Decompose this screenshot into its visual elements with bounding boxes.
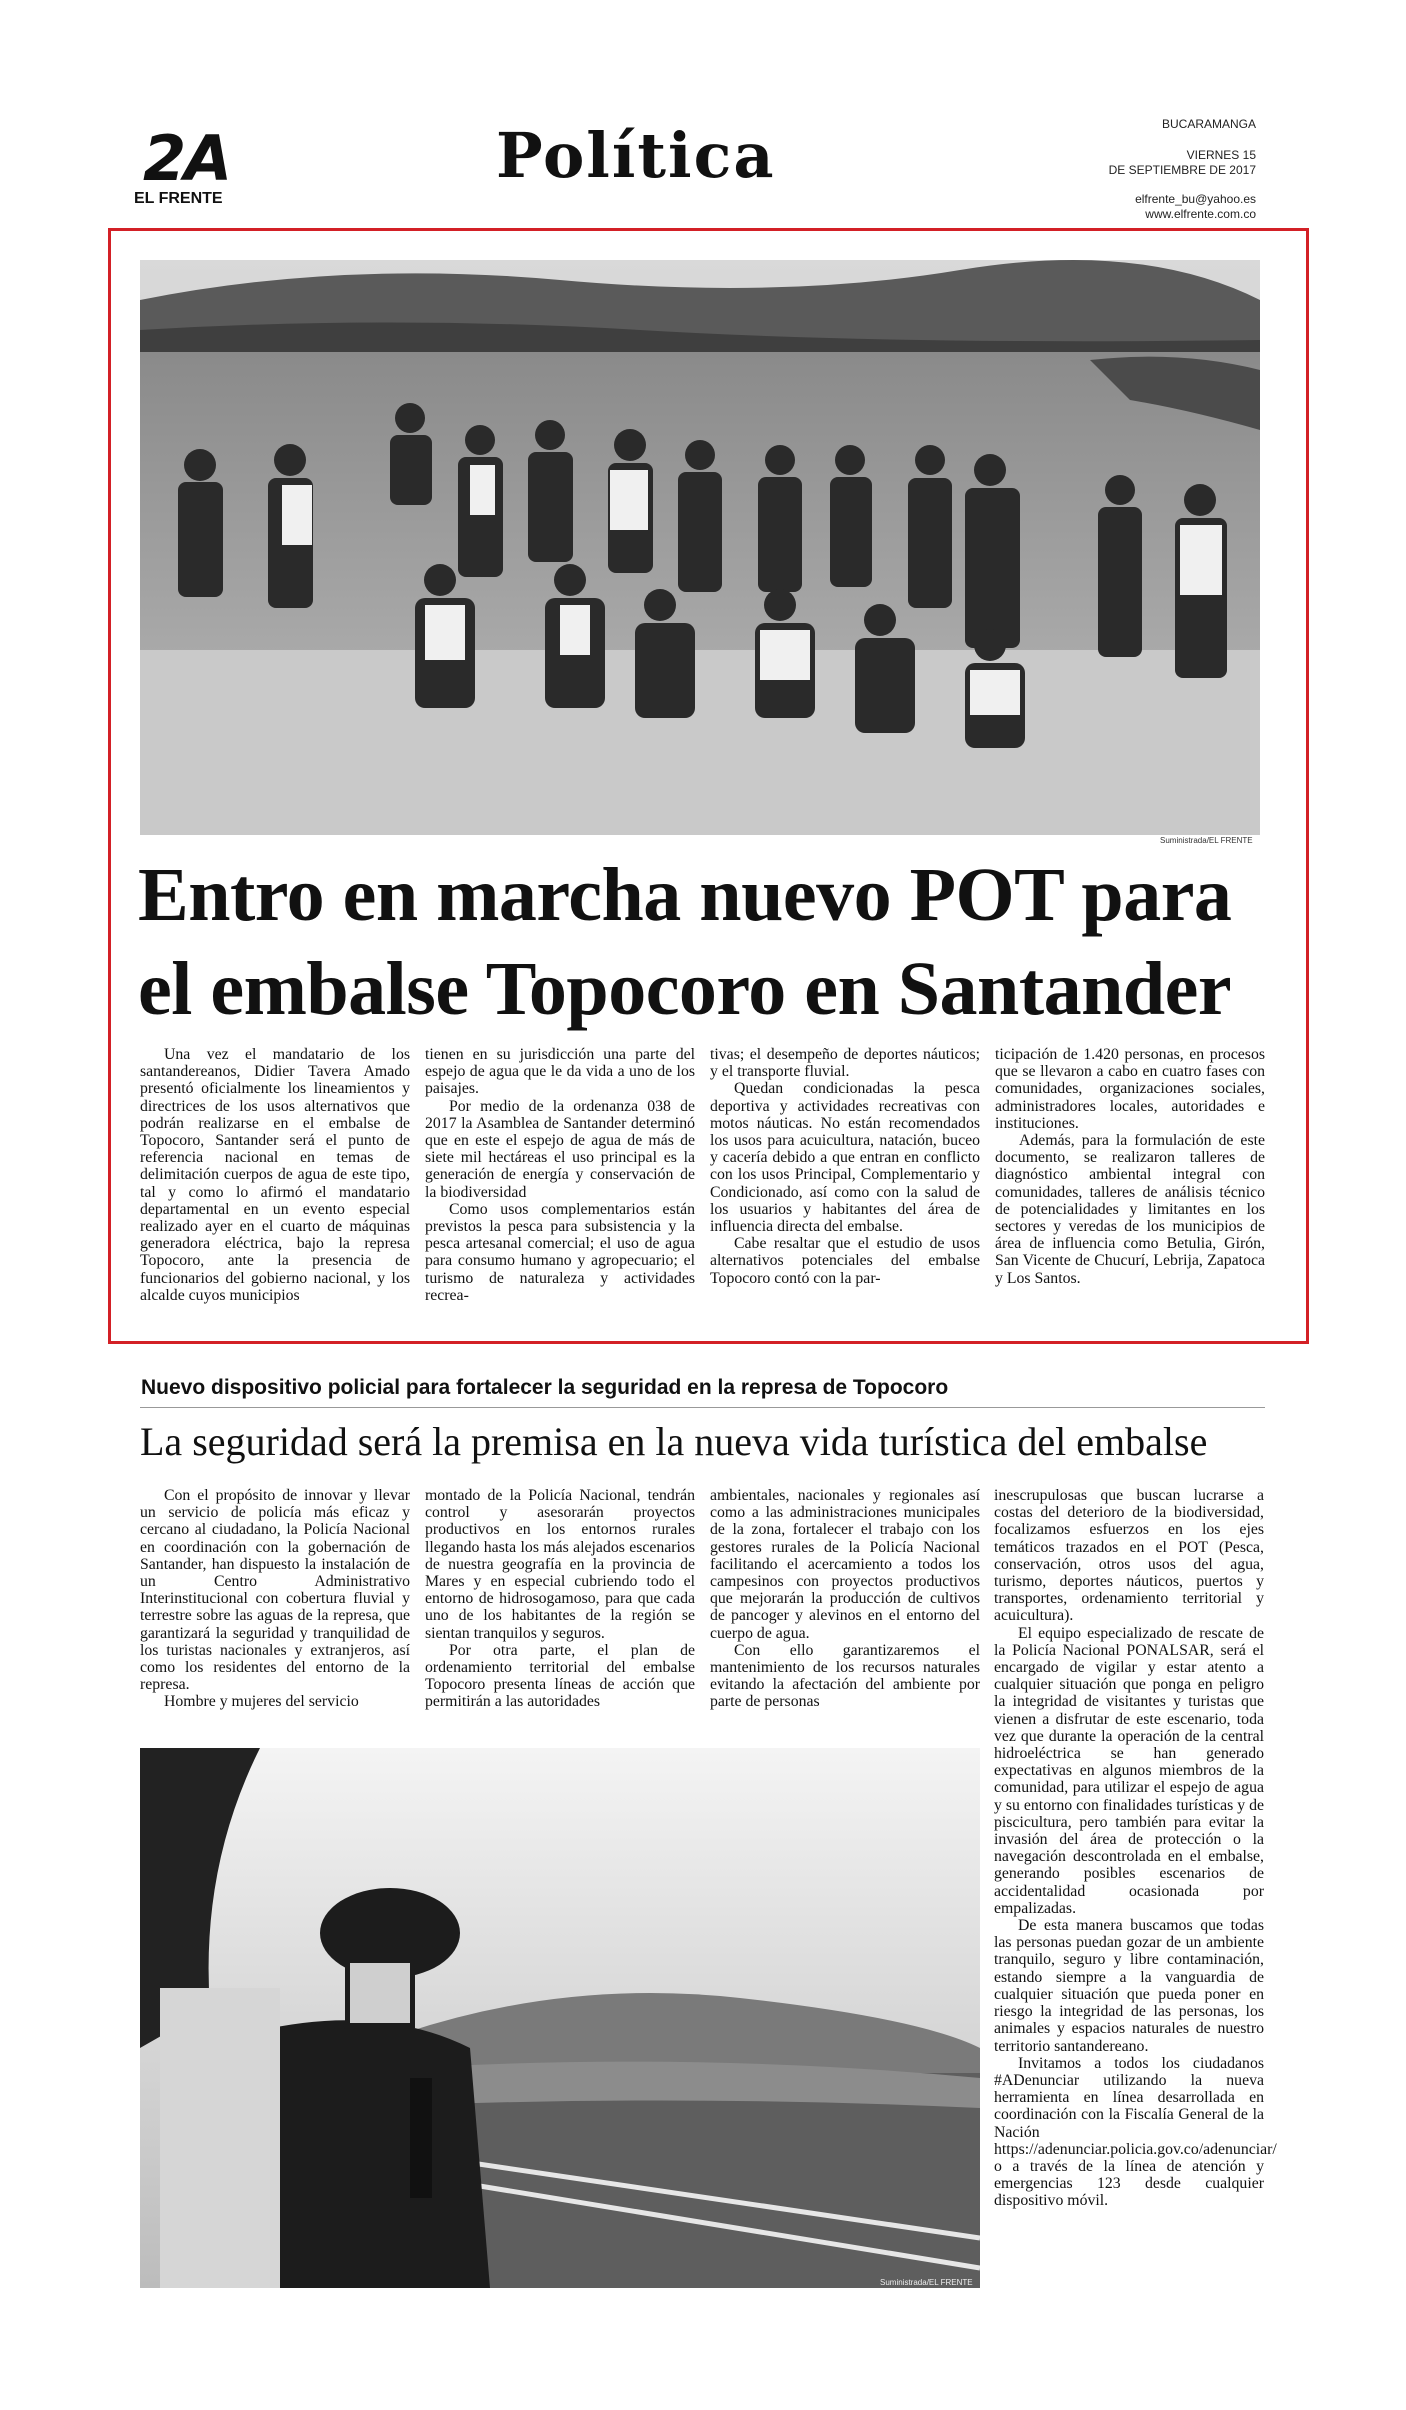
photo-credit: Suministrada/EL FRENTE — [880, 2278, 973, 2287]
paragraph: Cabe resaltar que el estudio de usos alternativos potenciales del embalse Topocoro contó con la par- — [710, 1235, 980, 1287]
police-officer-photo — [140, 1748, 980, 2288]
paragraph: De esta manera buscamos que todas las personas puedan gozar de un ambiente tranquilo, seguro y libre contaminación, estando siempre a la vanguardia de cualquier situación que pueda poner en riesgo la integridad de las personas, los animales y espacios naturales de nuestro territorio santandereano. — [994, 1917, 1264, 2055]
story-column-1 — [140, 1487, 410, 1741]
dateline-city: BUCARAMANGA — [1161, 117, 1256, 131]
dateline-date: DE SEPTIEMBRE DE 2017 — [1108, 163, 1256, 177]
paragraph: tienen en su jurisdicción una parte del espejo de agua que le da vida a uno de los paisajes. — [425, 1046, 695, 1098]
contact-email: elfrente_bu@yahoo.es — [1135, 192, 1256, 206]
story-column-2 — [425, 1487, 695, 1741]
paragraph: Con el propósito de innovar y llevar un servicio de policía más eficaz y cercano al ciudadano, la Policía Nacional en coordinación con la gobernación de Santander, han dispuesto la instalación de un Centro Administrativo Interinstitucional con cobertura fluvial y terrestre sobre las aguas de la represa, que garantizará la seguridad y tranquilidad de los turistas nacionales y extranjeros, así como los residentes del entorno de la represa. — [140, 1487, 410, 1694]
paragraph: ambientales, nacionales y regionales así como a las administraciones municipales de la zona, fortalecer el trabajo con los gestores rurales de la Policía Nacional facilitando el acercamiento a todos los campesinos con proyectos productivos que mejorarán la producción de cultivos de pancoger y alevinos en el entorno del cuerpo de agua. — [710, 1487, 980, 1642]
lead-column-2 — [425, 1046, 695, 1336]
lead-headline — [138, 848, 1268, 1036]
page-number: 2A — [143, 122, 231, 195]
story-column-4-wrap — [994, 1487, 1277, 2287]
paragraph: inescrupulosas que buscan lucrarse a costas del deterioro de la biodiversidad, focalizamos esfuerzos en los ejes temáticos trazados en el POT (Pesca, conservación, otros usos del agua, turismo, deportes náuticos, puertos y transportes, ordenamiento territorial y acuicultura). — [994, 1487, 1264, 1625]
story-kicker: Nuevo dispositivo policial para fortalecer la seguridad en la represa de Topocoro — [141, 1376, 949, 1399]
paragraph: Quedan condicionadas la pesca deportiva y actividades recreativas con motos náuticas. No están recomendados los usos para acuicultura, natación, buceo y cacería debido a que entran en conflicto con los usos Principal, Complementario y Condicionado, así como con la salud de los usuarios y habitantes del área de influencia directa del embalse. — [710, 1080, 980, 1236]
paragraph: ticipación de 1.420 personas, en procesos que se llevaron a cabo en cuatro fases con comunidades, organizaciones sociales, administradores locales, autoridades e instituciones. — [995, 1046, 1265, 1132]
lead-story-body — [140, 1046, 1265, 1336]
newspaper-brand: EL FRENTE — [134, 190, 223, 207]
paragraph: Hombre y mujeres del servicio — [164, 1693, 359, 1711]
story-headline: La seguridad será la premisa en la nueva vida turística del embalse — [140, 1419, 1208, 1464]
paragraph: El equipo especializado de rescate de la Policía Nacional PONALSAR, será el encargado de vigilar y estar atento a cualquier situación que ponga en peligro la integridad de visitantes y turistas que vienen a disfrutar de este escenario, toda vez que durante la operación de la central hidroeléctrica se han generado expectativas en algunos miembros de la comunidad, para utilizar el espejo de agua y su entorno con finalidades turísticas y de piscicultura, pero también para evitar la invasión del área de protección o la navegación descontrolada en el embalse, generando posibles escenarios de accidentalidad ocasionada por empalizadas. — [994, 1624, 1264, 1917]
paragraph: tivas; el desempeño de deportes náuticos; y el transporte fluvial. — [710, 1046, 980, 1081]
paragraph: montado de la Policía Nacional, tendrán control y asesorarán proyectos productivos en los entornos rurales llegando hasta los más alejados escenarios de nuestra geografía en la provincia de Mares y en especial cubriendo todo el entorno de hidrosogamoso, para que cada uno de los habitantes de la región se sientan tranquilos y seguros. — [425, 1487, 695, 1642]
website-link: www.elfrente.com.co — [1145, 207, 1256, 221]
story-body-top — [140, 1487, 980, 1741]
lead-column-3 — [710, 1046, 980, 1336]
paragraph: Además, para la formulación de este documento, se realizaron talleres de diagnóstico ambiental integral con comunidades, talleres de análisis técnico de potencialidades y limitantes en los sectores y veredas de los municipios de área de influencia como Betulia, Girón, San Vicente de Chucurí, Lebrija, Zapatoca y Los Santos. — [995, 1132, 1265, 1287]
paragraph: Con ello garantizaremos el mantenimiento de los recursos naturales evitando la afectación del ambiente por parte de personas — [710, 1641, 980, 1711]
story-column-3 — [710, 1487, 980, 1741]
dateline-day: VIERNES 15 — [1186, 148, 1256, 162]
paragraph: Por medio de la ordenanza 038 de 2017 la Asamblea de Santander determinó que en este el espejo de agua de más de siete mil hectáreas el uso principal es la generación de energía y conservación de la biodiversidad — [425, 1097, 695, 1201]
paragraph: Una vez el mandatario de los santandereanos, Didier Tavera Amado presentó oficialmente los lineamientos y directrices de los usos alternativos que podrán realizarse en el embalse de Topocoro, Santander será el punto de referencia nacional en temas de delimitación cuerpos de agua de este tipo, tal y como lo afirmó el mandatario departamental en un evento especial realizado ayer en el cuarto de máquinas generadora eléctrica, bajo la represa Topocoro, ante la presencia de funcionarios del gobierno nacional, y los alcalde cuyos municipios — [140, 1046, 410, 1304]
story-column-4 — [994, 1487, 1277, 2210]
paragraph: Como usos complementarios están previstos la pesca para subsistencia y la pesca artesanal comercial; el uso de agua para consumo humano y agropecuario; el turismo de naturaleza y actividades recrea- — [425, 1200, 695, 1304]
paragraph: Por otra parte, el plan de ordenamiento territorial del embalse Topocoro presenta líneas de acción que permitirán a las autoridades — [425, 1641, 695, 1711]
group-photo — [140, 260, 1260, 835]
paragraph: Invitamos a todos los ciudadanos #ADenunciar utilizando la nueva herramienta en línea desarrollada en coordinación con la Fiscalía General de la Nación https://adenunciar.policia.gov.co/adenunciar/ o a través de la línea de atención y emergencias 123 desde cualquier dispositivo móvil. — [994, 2054, 1277, 2210]
lead-headline-line-1: Entro en marcha nuevo POT para — [138, 853, 1232, 937]
divider — [140, 1407, 1265, 1408]
lead-column-1 — [140, 1046, 410, 1336]
lead-headline-line-2: el embalse Topocoro en Santander — [138, 947, 1232, 1031]
lead-column-4 — [995, 1046, 1265, 1336]
photo-credit: Suministrada/EL FRENTE — [1160, 836, 1253, 845]
section-title: Política — [496, 119, 776, 192]
